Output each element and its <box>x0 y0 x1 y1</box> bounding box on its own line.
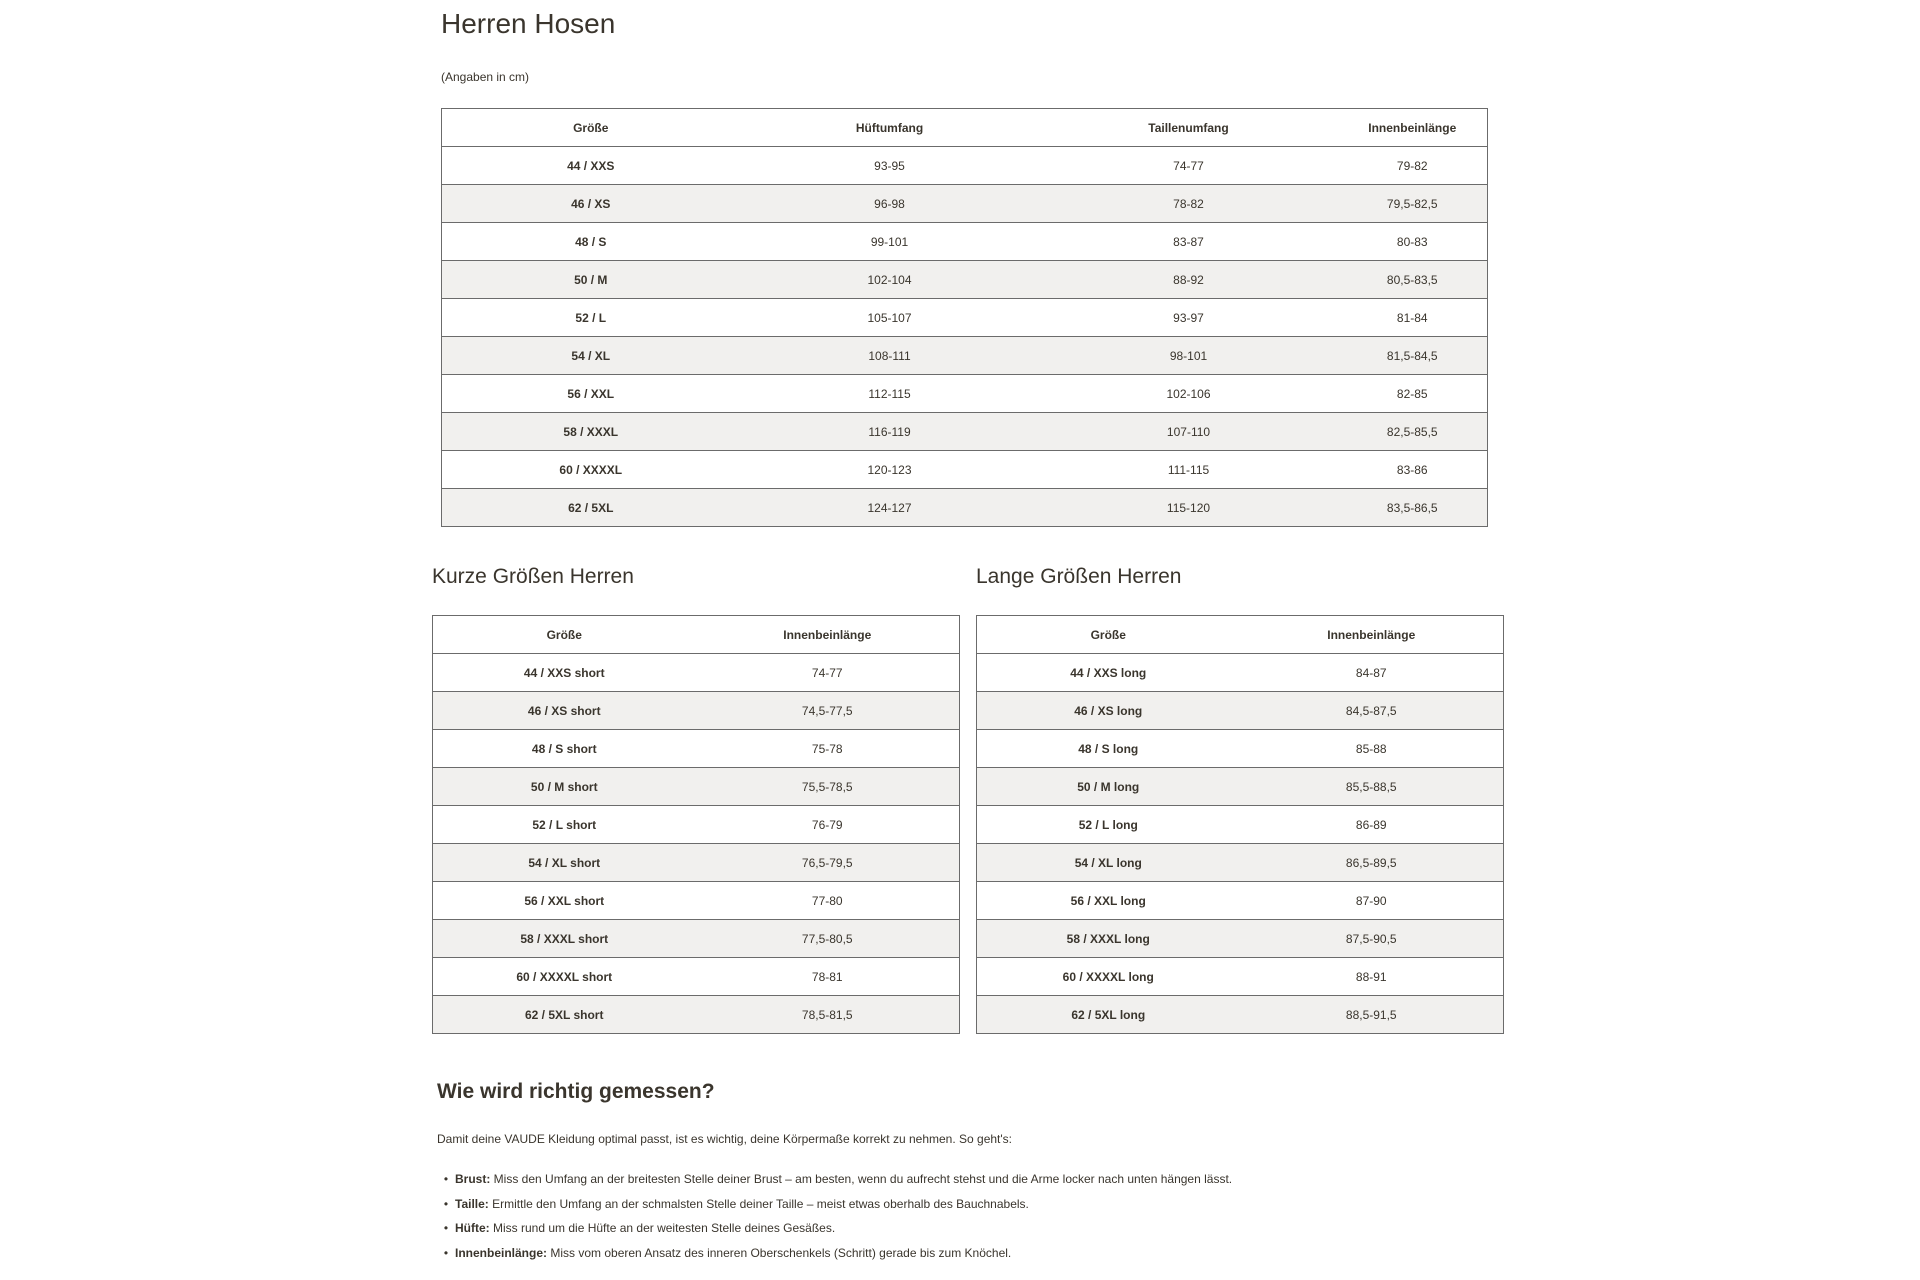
list-item <box>437 1194 1232 1219</box>
list-item-text: Miss den Umfang an der breitesten Stelle deiner Brust – am besten, wenn du aufrecht stehst und die Arme locker nach unten hängen lässt. <box>490 1172 1233 1186</box>
page-title: Herren Hosen <box>441 8 616 39</box>
list-item-term: Taille: <box>455 1196 489 1211</box>
table-row <box>442 451 1488 489</box>
table-row <box>442 337 1488 375</box>
table-row <box>433 958 960 996</box>
inseam-cell: 84-87 <box>1240 654 1504 692</box>
size-cell: 56 / XXL <box>442 375 740 413</box>
table-header-row <box>433 616 960 654</box>
list-item-text: Miss rund um die Hüfte an der weitesten Stelle deines Gesäßes. <box>489 1221 836 1235</box>
bullet-icon: • <box>443 1172 449 1186</box>
size-cell: 44 / XXS <box>442 147 740 185</box>
size-cell: 60 / XXXXL long <box>977 958 1240 996</box>
inseam-cell: 78-81 <box>696 958 960 996</box>
size-cell: 46 / XS short <box>433 692 696 730</box>
inseam-cell: 88,5-91,5 <box>1240 996 1504 1034</box>
table-row <box>433 654 960 692</box>
bullet-icon: • <box>443 1221 449 1235</box>
long-sizes-title: Lange Größen Herren <box>976 565 1182 588</box>
inseam-cell: 80-83 <box>1338 223 1488 261</box>
hip-cell: 96-98 <box>740 185 1040 223</box>
table-row <box>433 806 960 844</box>
waist-cell: 115-120 <box>1040 489 1338 527</box>
inseam-cell: 87-90 <box>1240 882 1504 920</box>
list-item-term: Brust: <box>455 1172 491 1186</box>
table-row <box>442 223 1488 261</box>
size-cell: 62 / 5XL short <box>433 996 696 1034</box>
size-cell: 54 / XL long <box>977 844 1240 882</box>
waist-cell: 78-82 <box>1040 185 1338 223</box>
bullet-icon: • <box>443 1245 449 1260</box>
header-cell: Größe <box>442 109 740 147</box>
inseam-cell: 86,5-89,5 <box>1240 844 1504 882</box>
hip-cell: 124-127 <box>740 489 1040 527</box>
inseam-cell: 82,5-85,5 <box>1338 413 1488 451</box>
size-cell: 54 / XL short <box>433 844 696 882</box>
waist-cell: 83-87 <box>1040 223 1338 261</box>
header-cell: Innenbeinlänge <box>696 616 960 654</box>
size-cell: 52 / L short <box>433 806 696 844</box>
inseam-cell: 88-91 <box>1240 958 1504 996</box>
table-row <box>433 882 960 920</box>
table-row <box>442 413 1488 451</box>
table-row <box>442 185 1488 223</box>
header-cell: Größe <box>977 616 1240 654</box>
size-cell: 62 / 5XL long <box>977 996 1240 1034</box>
inseam-cell: 77-80 <box>696 882 960 920</box>
list-item <box>437 1169 1232 1194</box>
size-cell: 44 / XXS long <box>977 654 1240 692</box>
size-cell: 50 / M long <box>977 768 1240 806</box>
size-cell: 46 / XS long <box>977 692 1240 730</box>
hip-cell: 120-123 <box>740 451 1040 489</box>
waist-cell: 107-110 <box>1040 413 1338 451</box>
size-cell: 56 / XXL long <box>977 882 1240 920</box>
hip-cell: 112-115 <box>740 375 1040 413</box>
size-cell: 50 / M <box>442 261 740 299</box>
size-cell: 52 / L long <box>977 806 1240 844</box>
size-cell: 56 / XXL short <box>433 882 696 920</box>
table-row <box>433 730 960 768</box>
inseam-cell: 76,5-79,5 <box>696 844 960 882</box>
unit-note: (Angaben in cm) <box>441 70 530 84</box>
inseam-cell: 78,5-81,5 <box>696 996 960 1034</box>
table-row <box>433 768 960 806</box>
inseam-cell: 86-89 <box>1240 806 1504 844</box>
inseam-cell: 77,5-80,5 <box>696 920 960 958</box>
hip-cell: 93-95 <box>740 147 1040 185</box>
header-cell: Größe <box>433 616 696 654</box>
table-row <box>433 996 960 1034</box>
inseam-cell: 85-88 <box>1240 730 1504 768</box>
list-item-text: Ermittle den Umfang an der schmalsten Stelle deiner Taille – meist etwas oberhalb des Bauchnabels. <box>488 1196 1029 1211</box>
inseam-cell: 85,5-88,5 <box>1240 768 1504 806</box>
hip-cell: 99-101 <box>740 223 1040 261</box>
inseam-cell: 83,5-86,5 <box>1338 489 1488 527</box>
list-item-term: Innenbeinlänge: <box>455 1245 548 1260</box>
hip-cell: 108-111 <box>740 337 1040 375</box>
table-row <box>433 844 960 882</box>
table-row <box>442 299 1488 337</box>
table-row <box>977 920 1504 958</box>
table-row <box>977 692 1504 730</box>
list-item-text: Miss vom oberen Ansatz des inneren Oberschenkels (Schritt) gerade bis zum Knöchel. <box>547 1245 1012 1260</box>
table-row <box>977 882 1504 920</box>
list-item <box>437 1243 1232 1268</box>
waist-cell: 93-97 <box>1040 299 1338 337</box>
size-table-short <box>432 615 960 1034</box>
inseam-cell: 81,5-84,5 <box>1338 337 1488 375</box>
inseam-cell: 82-85 <box>1338 375 1488 413</box>
table-row <box>977 958 1504 996</box>
header-cell: Taillenumfang <box>1040 109 1338 147</box>
inseam-cell: 84,5-87,5 <box>1240 692 1504 730</box>
inseam-cell: 76-79 <box>696 806 960 844</box>
size-cell: 48 / S long <box>977 730 1240 768</box>
inseam-cell: 74-77 <box>696 654 960 692</box>
table-row <box>977 730 1504 768</box>
inseam-cell: 80,5-83,5 <box>1338 261 1488 299</box>
size-cell: 52 / L <box>442 299 740 337</box>
size-cell: 54 / XL <box>442 337 740 375</box>
size-cell: 48 / S short <box>433 730 696 768</box>
waist-cell: 111-115 <box>1040 451 1338 489</box>
list-item <box>437 1218 1232 1243</box>
size-cell: 48 / S <box>442 223 740 261</box>
hip-cell: 105-107 <box>740 299 1040 337</box>
table-row <box>442 147 1488 185</box>
hip-cell: 116-119 <box>740 413 1040 451</box>
inseam-cell: 81-84 <box>1338 299 1488 337</box>
size-cell: 50 / M short <box>433 768 696 806</box>
size-table-main <box>441 108 1488 527</box>
size-cell: 58 / XXXL short <box>433 920 696 958</box>
inseam-cell: 74,5-77,5 <box>696 692 960 730</box>
inseam-cell: 75-78 <box>696 730 960 768</box>
table-row <box>433 920 960 958</box>
size-cell: 46 / XS <box>442 185 740 223</box>
size-cell: 60 / XXXXL <box>442 451 740 489</box>
inseam-cell: 79,5-82,5 <box>1338 185 1488 223</box>
measure-heading: Wie wird richtig gemessen? <box>437 1080 715 1103</box>
waist-cell: 88-92 <box>1040 261 1338 299</box>
inseam-cell: 79-82 <box>1338 147 1488 185</box>
table-row <box>442 489 1488 527</box>
size-cell: 58 / XXXL <box>442 413 740 451</box>
table-row <box>442 375 1488 413</box>
table-row <box>977 844 1504 882</box>
table-row <box>977 996 1504 1034</box>
header-cell: Innenbeinlänge <box>1338 109 1488 147</box>
size-cell: 44 / XXS short <box>433 654 696 692</box>
table-row <box>977 654 1504 692</box>
waist-cell: 98-101 <box>1040 337 1338 375</box>
table-row <box>977 768 1504 806</box>
waist-cell: 102-106 <box>1040 375 1338 413</box>
hip-cell: 102-104 <box>740 261 1040 299</box>
list-item-term: Hüfte: <box>455 1221 490 1235</box>
measure-list <box>437 1169 1232 1267</box>
table-row <box>433 692 960 730</box>
size-cell: 62 / 5XL <box>442 489 740 527</box>
inseam-cell: 87,5-90,5 <box>1240 920 1504 958</box>
waist-cell: 74-77 <box>1040 147 1338 185</box>
header-cell: Hüftumfang <box>740 109 1040 147</box>
size-cell: 60 / XXXXL short <box>433 958 696 996</box>
size-cell: 58 / XXXL long <box>977 920 1240 958</box>
table-header-row <box>442 109 1488 147</box>
bullet-icon: • <box>443 1196 449 1211</box>
table-header-row <box>977 616 1504 654</box>
table-row <box>977 806 1504 844</box>
size-table-long <box>976 615 1504 1034</box>
header-cell: Innenbeinlänge <box>1240 616 1504 654</box>
table-row <box>442 261 1488 299</box>
short-sizes-title: Kurze Größen Herren <box>432 565 634 588</box>
inseam-cell: 83-86 <box>1338 451 1488 489</box>
measure-intro: Damit deine VAUDE Kleidung optimal passt, ist es wichtig, deine Körpermaße korrekt zu nehmen. So geht's: <box>437 1132 1013 1146</box>
inseam-cell: 75,5-78,5 <box>696 768 960 806</box>
